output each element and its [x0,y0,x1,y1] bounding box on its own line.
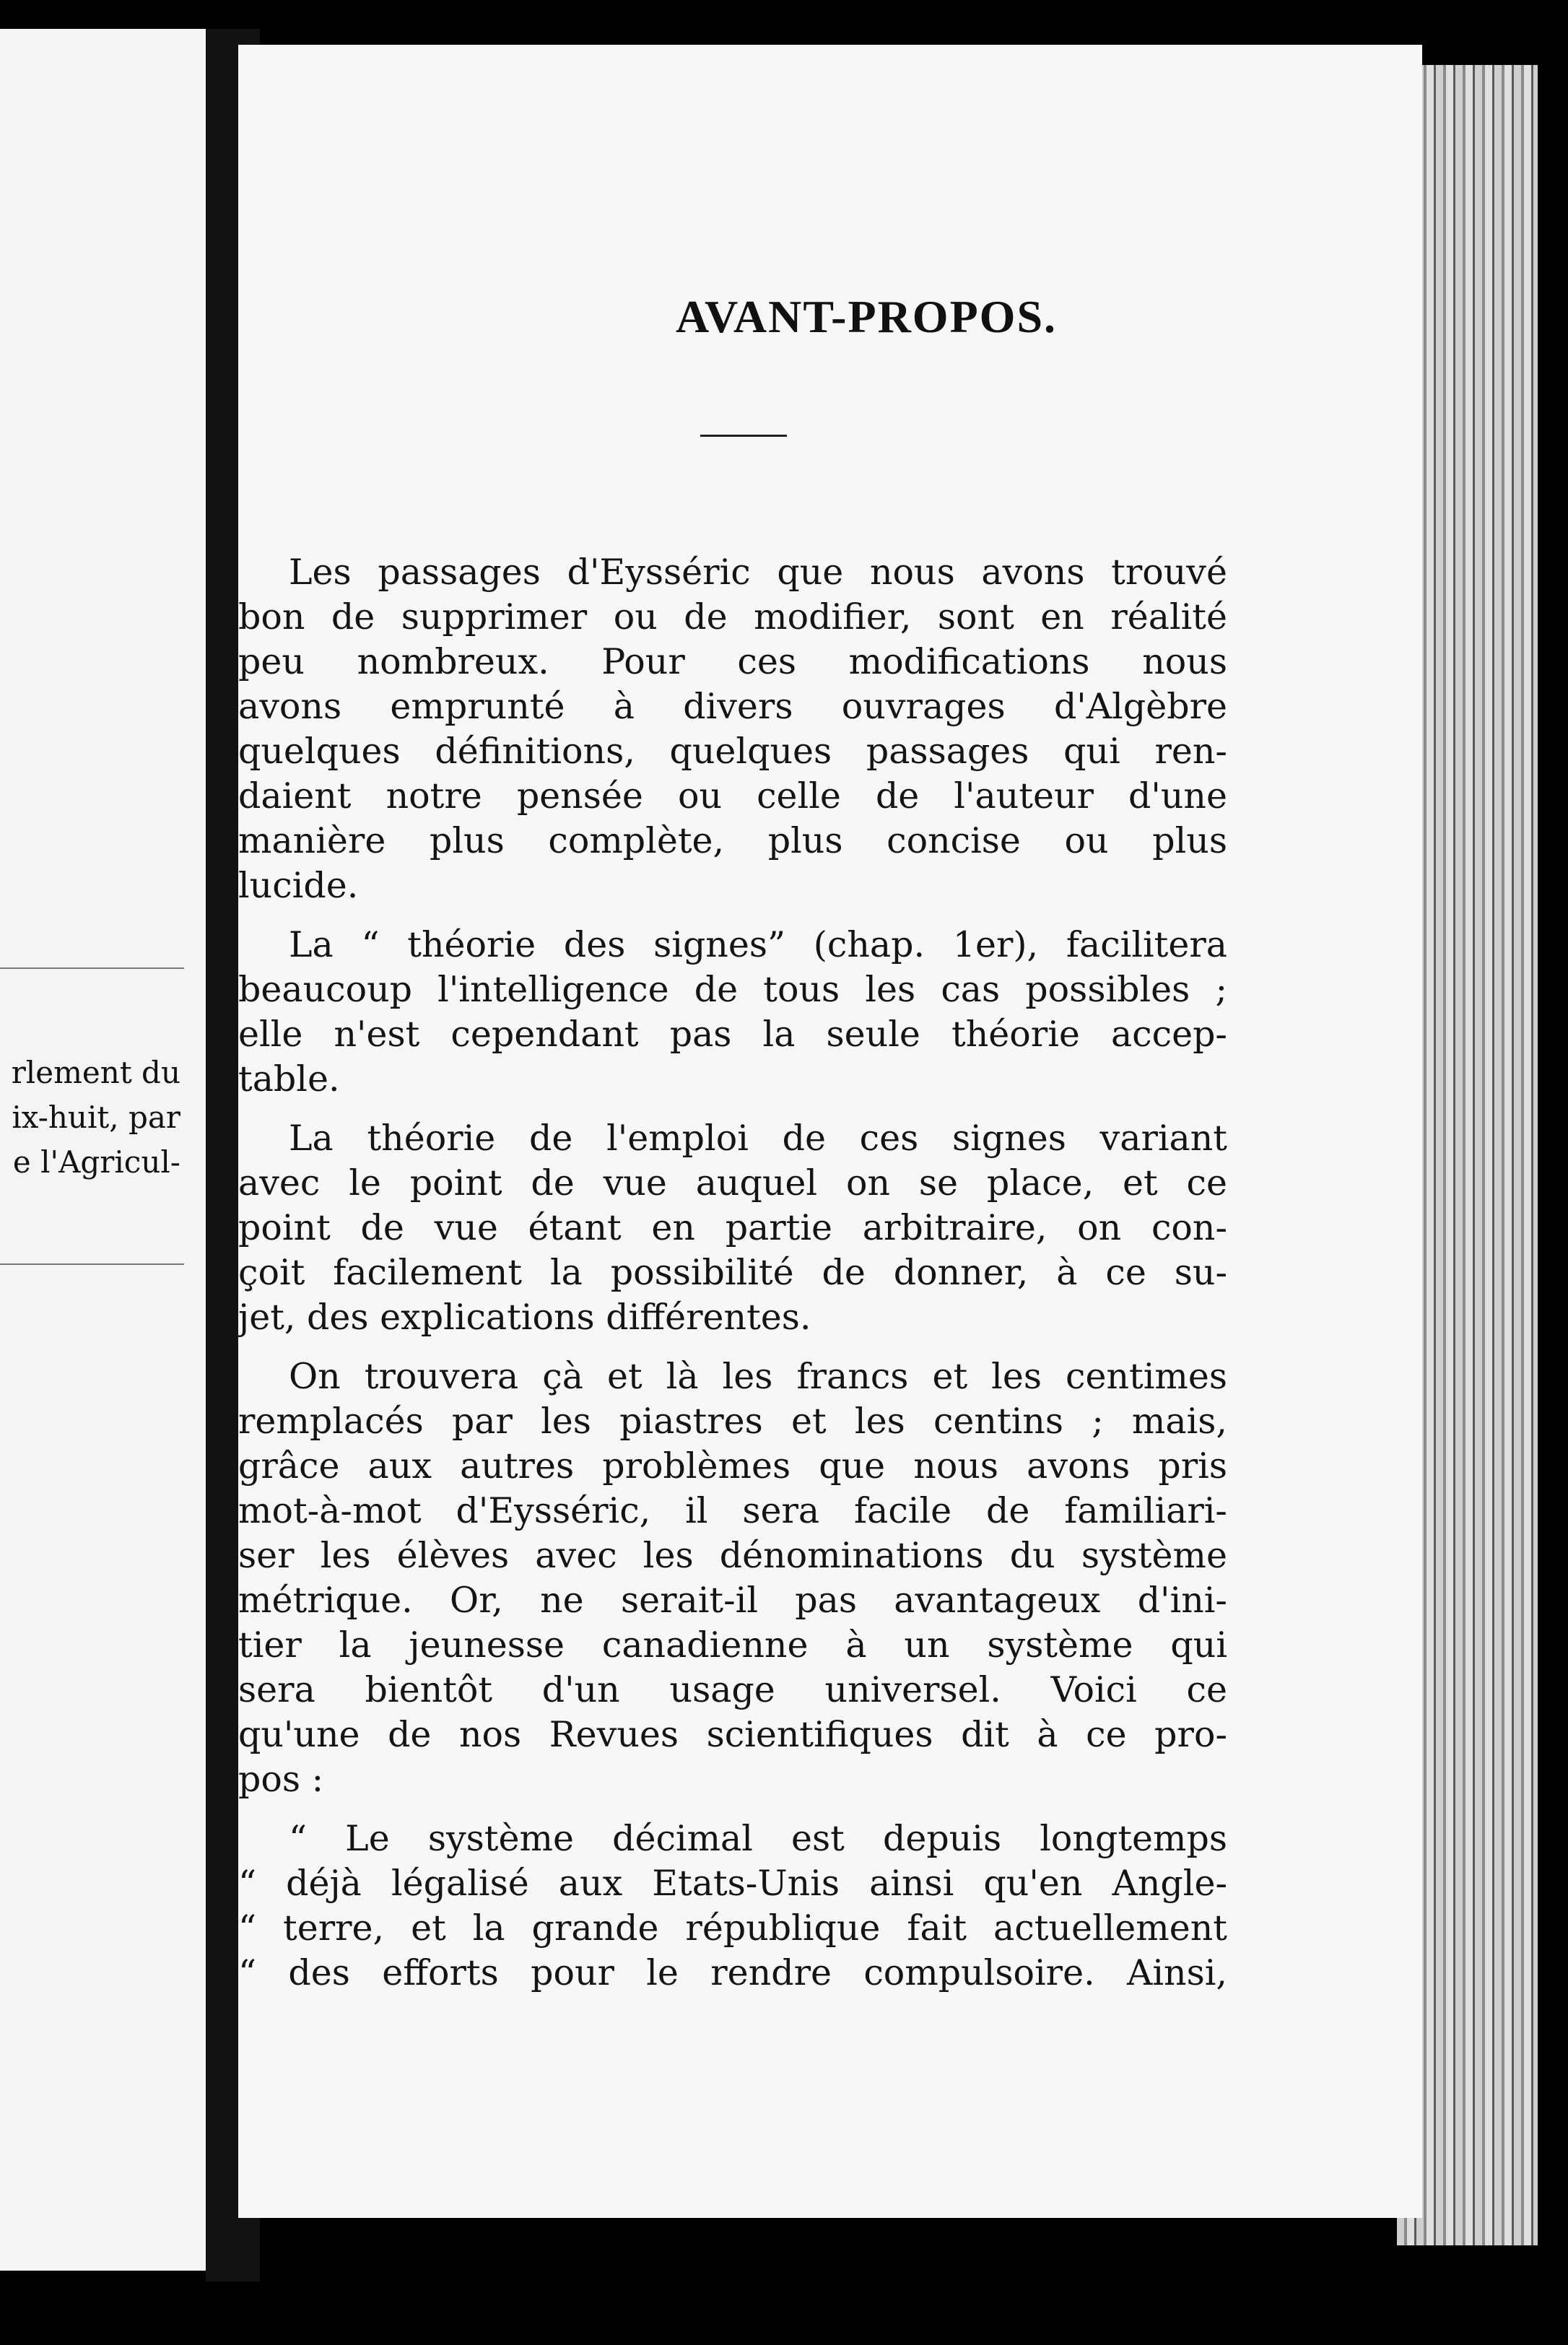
text-line: e l'Agricul- [12,1144,180,1180]
paragraph [238,923,1227,1102]
text-line: “ terre, et la grande république fait actuellement [238,1907,1227,1949]
text-line: daient notre pensée ou celle de l'auteur d'une [238,775,1227,817]
text-line: Les passages d'Eysséric que nous avons trouvé [289,552,1227,593]
text-line: avec le point de vue auquel on se place, et ce [238,1162,1227,1204]
page-body [238,550,1227,2010]
text-line: remplacés par les piastres et les centins ; mais, [238,1401,1227,1442]
text-line: ser les élèves avec les dénominations du système [238,1535,1227,1576]
text-line: mot-à-mot d'Eysséric, il sera facile de familiari- [238,1490,1227,1531]
text-line: métrique. Or, ne serait-il pas avantageux d'ini- [238,1580,1227,1621]
text-line: lucide. [238,865,359,906]
text-line: qu'une de nos Revues scientifiques dit à ce pro- [238,1714,1227,1755]
text-line: jet, des explications différentes. [238,1297,811,1338]
text-line: ix-huit, par [12,1100,180,1135]
title-rule [700,435,787,437]
quotation [238,1817,1227,1996]
book-page [238,45,1422,2218]
previous-page [0,29,206,2271]
text-line: peu nombreux. Pour ces modifications nous [238,641,1227,682]
paragraph [238,550,1227,908]
paragraph [238,1116,1227,1340]
text-line: grâce aux autres problèmes que nous avons pris [238,1445,1227,1487]
text-line: rlement du [11,1055,180,1090]
page-title: AVANT-PROPOS. [675,291,1058,342]
text-line: sera bientôt d'un usage universel. Voici ce [238,1669,1227,1710]
text-line: avons emprunté à divers ouvrages d'Algèbre [238,686,1227,727]
text-line: pos : [238,1759,324,1800]
text-line: quelques définitions, quelques passages qui ren- [238,731,1227,772]
text-line: “ Le système décimal est depuis longtemps [289,1818,1227,1859]
text-line: table. [238,1058,340,1100]
text-line: On trouvera çà et là les francs et les centimes [289,1356,1227,1397]
text-line: La “ théorie des signes” (chap. 1er), facilitera [289,924,1227,965]
text-line: tier la jeunesse canadienne à un système qui [238,1624,1227,1666]
paragraph [238,1354,1227,1802]
text-line: manière plus complète, plus concise ou plus [238,820,1227,861]
text-line: çoit facilement la possibilité de donner, à ce su- [238,1252,1227,1293]
text-line: beaucoup l'intelligence de tous les cas possibles ; [238,969,1227,1010]
divider [0,967,184,969]
text-line: La théorie de l'emploi de ces signes variant [289,1118,1227,1159]
text-line: point de vue étant en partie arbitraire, on con- [238,1207,1227,1248]
text-line: bon de supprimer ou de modifier, sont en réalité [238,596,1227,638]
divider [0,1263,184,1265]
text-line: “ des efforts pour le rendre compulsoire. Ainsi, [238,1952,1227,1993]
text-line: elle n'est cependant pas la seule théorie accep- [238,1014,1227,1055]
previous-page-text [0,1050,180,1185]
text-line: “ déjà légalisé aux Etats-Unis ainsi qu'en Angle- [238,1863,1227,1904]
